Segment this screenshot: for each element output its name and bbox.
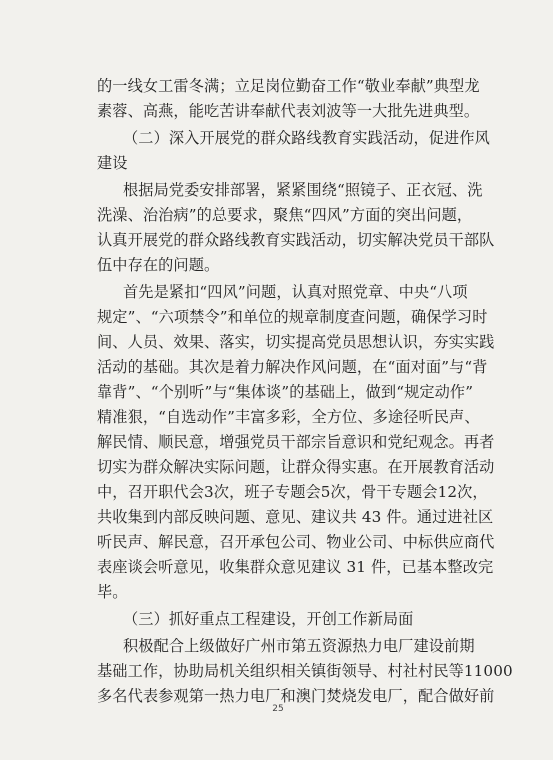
text-line: 的一线女工雷冬满；立足岗位勤奋工作“敬业奉献”典型龙 [97, 77, 480, 95]
text-line: 共收集到内部反映问题、意见、建议共 43 件。通过进社区 [97, 508, 494, 526]
text-line: 解民情、顺民意，增强党员干部宗旨意识和党纪观念。再者 [97, 433, 495, 451]
text-line: 根据局党委安排部署，紧紧围绕“照镜子、正衣冠、洗 [123, 181, 483, 199]
page-number: 25 [272, 704, 284, 714]
text-line: 基础工作，协助局机关组织相关镇街领导、村社村民等11000 [97, 662, 513, 680]
text-line: 伍中存在的问题。 [97, 256, 220, 274]
text-line: 听民声、解民意，召开承包公司、物业公司、中标供应商代 [97, 533, 495, 551]
text-line: 切实为群众解决实际问题，让群众得实惠。在开展教育活动 [97, 458, 495, 476]
text-line: 首先是紧扣“四风”问题，认真对照党章、中央“八项 [123, 283, 468, 301]
text-line: 规定”、“六项禁令”和单位的规章制度查问题，确保学习时 [97, 308, 488, 326]
text-line: 毕。 [97, 583, 128, 601]
section-heading: （三）抓好重点工程建设，开创工作新局面 [123, 610, 414, 628]
text-line: 洗澡、治治病”的总要求，聚焦“四风”方面的突出问题， [97, 206, 473, 224]
text-line: 间、人员、效果、落实，切实提高党员思想认识，夯实实践 [97, 333, 495, 351]
text-line: 中，召开职代会3次，班子专题会5次，骨干专题会12次， [97, 483, 488, 501]
text-line: 靠背”、“个别听”与“集体谈”的基础上，做到“规定动作” [97, 383, 474, 401]
text-line: 认真开展党的群众路线教育实践活动，切实解决党员干部队 [97, 231, 495, 249]
text-line: 多名代表参观第一热力电厂和澳门焚烧发电厂，配合做好前 [97, 687, 495, 705]
text-line: 表座谈会听意见，收集群众意见建议 31 件，已基本整改完 [97, 558, 494, 576]
section-heading: （二）深入开展党的群众路线教育实践活动，促进作风 [123, 129, 490, 147]
text-line: 精准狠，“自选动作”丰富多彩，全方位、多途径听民声、 [97, 408, 480, 426]
text-line: 活动的基础。其次是着力解决作风问题，在“面对面”与“背 [97, 358, 488, 376]
section-heading-continuation: 建设 [97, 154, 128, 172]
text-line: 积极配合上级做好广州市第五资源热力电厂建设前期 [123, 637, 475, 655]
text-line: 素蓉、高燕，能吃苦讲奉献代表刘波等一大批先进典型。 [97, 102, 480, 120]
